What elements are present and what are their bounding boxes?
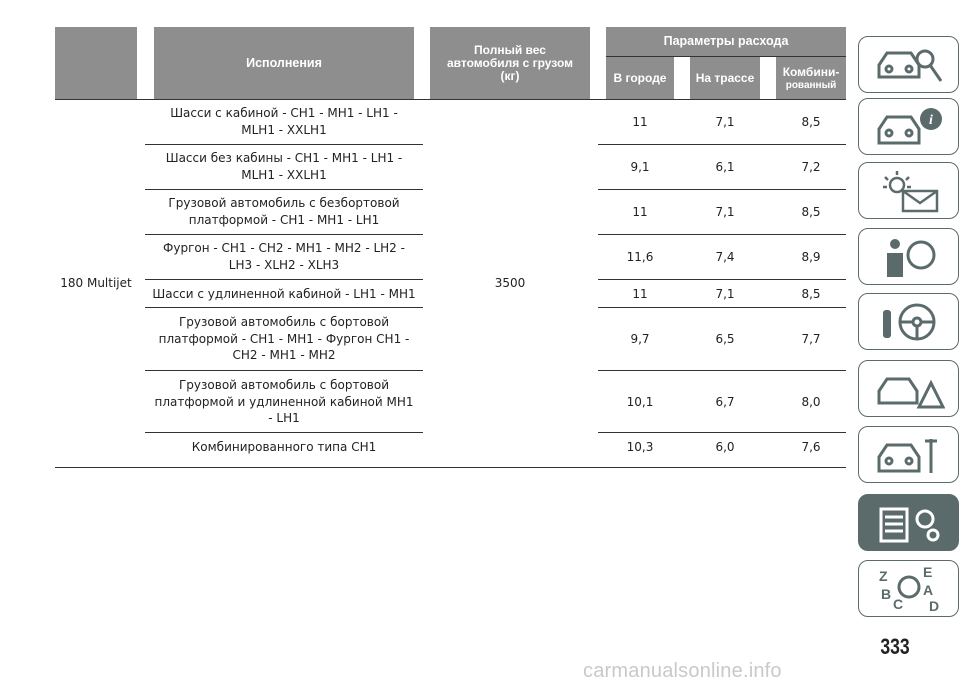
table-row-highway: 7,4 — [715, 249, 735, 264]
sidebar-tab-technical-specs[interactable] — [858, 494, 959, 551]
table-row-version: Шасси без кабины - CH1 - MH1 - LH1 - MLH1 - XXLH1 — [165, 151, 403, 182]
header-execution: Исполнения — [154, 27, 414, 100]
alphabetical-index-icon — [873, 565, 945, 613]
table-row-highway: 7,1 — [715, 204, 735, 219]
table-row-city: 10,1 — [626, 394, 654, 409]
table-row-version: Шасси с удлиненной кабиной - LH1 - MH1 — [152, 286, 416, 301]
sidebar-tab-info[interactable] — [858, 98, 959, 155]
table-row-city: 9,7 — [630, 331, 650, 346]
table-row-version: Грузовой автомобиль с бортовой платформой - CH1 - MH1 - Фургон CH1 - CH2 - MH1 - MH2 — [158, 314, 410, 363]
table-row-combined: 8,5 — [801, 286, 821, 301]
table-row-city: 11,6 — [626, 249, 654, 264]
svg-text:Z: Z — [878, 567, 888, 584]
table-row-highway: 7,1 — [715, 114, 735, 129]
table-row-version: Шасси с кабиной - CH1 - MH1 - LH1 - MLH1 - XXLH1 — [170, 106, 398, 137]
svg-text:E: E — [922, 564, 932, 580]
table-row-combined: 8,5 — [801, 204, 821, 219]
table-row-city: 11 — [632, 114, 648, 129]
svg-text:A: A — [922, 581, 933, 598]
table-row-highway: 6,5 — [715, 331, 735, 346]
emergency-icon — [873, 367, 945, 411]
table-row-city: 11 — [632, 204, 648, 219]
maintenance-icon — [873, 433, 945, 477]
table-row-version: Комбинированного типа CH1 — [191, 439, 377, 454]
page-number: 333 — [880, 634, 910, 659]
table-row-city: 9,1 — [630, 159, 650, 174]
car-info-icon — [873, 105, 945, 149]
header-combined: Комбини- рованный — [776, 57, 846, 100]
sidebar-tab-maintenance[interactable] — [858, 426, 959, 483]
svg-text:D: D — [928, 597, 939, 613]
svg-text:C: C — [892, 595, 903, 612]
header-highway: На трассе — [690, 57, 760, 100]
table-bottom-line — [55, 467, 846, 468]
table-row-combined: 7,6 — [801, 439, 821, 454]
sidebar-tab-warnings[interactable] — [858, 162, 959, 219]
watermark: carmanualsonline.info — [583, 660, 782, 682]
sidebar-tab-emergency[interactable] — [858, 360, 959, 417]
table-row-city: 10,3 — [626, 439, 654, 454]
technical-specs-icon — [873, 501, 945, 545]
airbag-safety-icon — [873, 235, 945, 279]
table-row-combined: 7,2 — [801, 159, 821, 174]
table-row-combined: 8,0 — [801, 394, 821, 409]
table-row-version: Грузовой автомобиль с безбортовой платформой - CH1 - MH1 - LH1 — [168, 196, 400, 227]
table-row-combined: 8,5 — [801, 114, 821, 129]
table-row-city: 11 — [632, 286, 648, 301]
table-row-highway: 6,7 — [715, 394, 735, 409]
car-dashboard-icon — [873, 43, 945, 87]
engine-cell: 180 Multijet — [60, 275, 132, 290]
table-row-combined: 7,7 — [801, 331, 821, 346]
steering-wheel-icon — [873, 300, 945, 344]
svg-text:i: i — [928, 112, 933, 128]
table-row-version: Грузовой автомобиль с бортовой платформой и удлиненной кабиной MH1 - LH1 — [154, 377, 414, 426]
table-row-version: Фургон - CH1 - CH2 - MH1 - MH2 - LH2 - LH3 - XLH2 - XLH3 — [163, 241, 405, 272]
header-consumption: Параметры расхода — [606, 27, 846, 56]
header-blank — [55, 27, 137, 100]
weight-cell: 3500 — [494, 275, 526, 290]
sidebar-tab-index[interactable] — [858, 560, 959, 617]
sidebar-tab-safety[interactable] — [858, 228, 959, 285]
header-city: В городе — [606, 57, 674, 100]
sidebar-tab-driving[interactable] — [858, 293, 959, 350]
table-row-highway: 7,1 — [715, 286, 735, 301]
header-weight: Полный вес автомобиля с грузом (кг) — [430, 27, 590, 100]
sidebar-tab-dashboard[interactable] — [858, 36, 959, 93]
table-row-combined: 8,9 — [801, 249, 821, 264]
svg-text:B: B — [880, 585, 891, 602]
warning-lights-icon — [873, 169, 945, 213]
table-row-highway: 6,0 — [715, 439, 735, 454]
table-row-highway: 6,1 — [715, 159, 735, 174]
